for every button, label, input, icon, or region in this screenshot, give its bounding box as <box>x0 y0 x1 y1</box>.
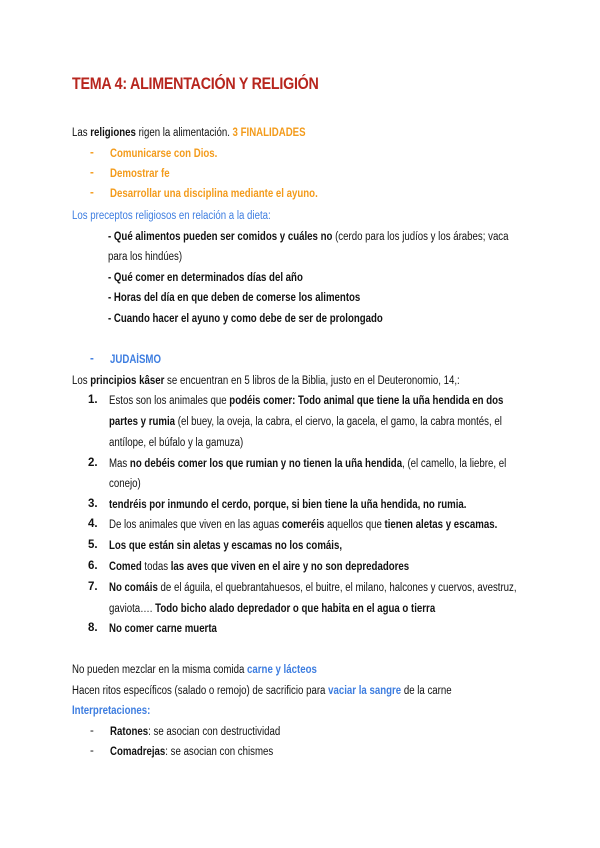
rule-item: Estos son los animales que podéis comer: Todo animal que tiene la uña hendida en dos <box>109 395 504 407</box>
rule-item: No comáis de el águila, el quebrantahuesos, el buitre, el milano, halcones y cuervos, avestruz, <box>109 582 517 594</box>
list-number: 1. <box>88 394 98 406</box>
list-item: - Qué alimentos pueden ser comidos y cuáles no (cerdo para los judíos y los árabes; vaca <box>108 231 509 243</box>
list-number: 4. <box>88 518 98 530</box>
list-item: Desarrollar una disciplina mediante el ayuno. <box>110 188 318 200</box>
paragraph-line: Hacen ritos específicos (salado o remojo) de sacrificio para vaciar la sangre de la carne <box>72 685 452 697</box>
rule-item: De los animales que viven en las aguas comeréis aquellos que tienen aletas y escamas. <box>109 519 498 531</box>
list-dash: - <box>90 353 94 365</box>
rule-item: No comer carne muerta <box>109 623 217 635</box>
list-dash: - <box>90 167 94 179</box>
rule-item: Comed todas las aves que viven en el aire y no son depredadores <box>109 561 410 573</box>
rule-continuation: conejo) <box>109 478 141 490</box>
list-item: - Horas del día en que deben de comerse los alimentos <box>108 292 361 304</box>
page-title: TEMA 4: ALIMENTACIÓN Y RELIGIÓN <box>72 74 319 93</box>
rule-continuation: gaviota…. Todo bicho alado depredador o que habita en el agua o tierra <box>109 603 436 615</box>
intro-line: Las religiones rigen la alimentación. 3 FINALIDADES <box>72 127 306 139</box>
list-item: - Qué comer en determinados días del año <box>108 272 303 284</box>
list-dash: - <box>90 187 94 199</box>
interpretaciones-heading: Interpretaciones: <box>72 705 151 717</box>
list-number: 5. <box>88 539 98 551</box>
section-heading-judaismo: JUDAÍSMO <box>110 354 161 366</box>
rule-item: tendréis por inmundo el cerdo, porque, si bien tiene la uña hendida, no rumia. <box>109 499 467 511</box>
list-number: 6. <box>88 560 98 572</box>
section-heading: Los preceptos religiosos en relación a la dieta: <box>72 210 271 222</box>
list-number: 2. <box>88 457 98 469</box>
list-number: 8. <box>88 622 98 634</box>
list-item: Demostrar fe <box>110 168 170 180</box>
paragraph-line: No pueden mezclar en la misma comida carne y lácteos <box>72 664 317 676</box>
list-dash: - <box>90 725 94 737</box>
rule-item: Los que están sin aletas y escamas no los comáis, <box>109 540 343 552</box>
judaismo-intro: Los principios kâser se encuentran en 5 libros de la Biblia, justo en el Deuteronomio, 14,: <box>72 375 460 387</box>
list-item: Ratones: se asocian con destructividad <box>110 726 281 738</box>
rule-item: Mas no debéis comer los que rumian y no tienen la uña hendida, (el camello, la liebre, el <box>109 458 507 470</box>
list-number: 3. <box>88 498 98 510</box>
list-number: 7. <box>88 581 98 593</box>
list-item: - Cuando hacer el ayuno y como debe de ser de prolongado <box>108 313 383 325</box>
list-item: Comadrejas: se asocian con chismes <box>110 746 274 758</box>
rule-continuation: partes y rumia (el buey, la oveja, la cabra, el ciervo, la gacela, el gamo, la cabra montés, el <box>109 416 502 428</box>
list-item: Comunicarse con Dios. <box>110 148 218 160</box>
list-dash: - <box>90 745 94 757</box>
list-dash: - <box>90 147 94 159</box>
list-item-continuation: para los hindúes) <box>108 251 183 263</box>
rule-continuation: antílope, el búfalo y la gamuza) <box>109 437 244 449</box>
